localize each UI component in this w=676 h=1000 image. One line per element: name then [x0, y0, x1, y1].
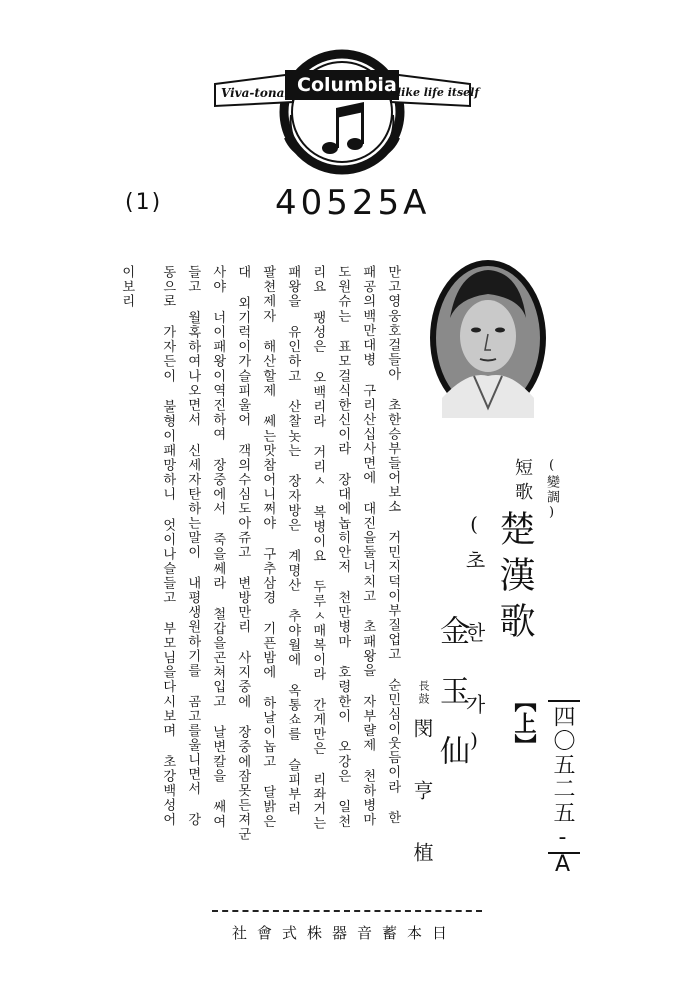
variant-label: (變調)	[544, 458, 559, 522]
columbia-logo-graphic	[205, 40, 480, 175]
footer-divider	[212, 910, 482, 912]
genre-label: 短歌	[512, 458, 533, 506]
lyric-line: 리요 팽성은 오백리라 거리ㅅ 복병이요 두루ㅅ매복이라 간게만은 리좌거는	[310, 265, 326, 831]
song-title: 楚漢歌	[494, 510, 535, 648]
logo-left-text: Viva-tonal	[221, 86, 289, 100]
lyric-line: 동으로 가자든이 불형이패망하니 엇이나슬들고 부모님을다시보며 초강백성어	[160, 265, 176, 827]
catalog-number-vertical: 四〇五二五-A	[550, 705, 575, 879]
drummer-name: 閔亨植	[410, 718, 434, 904]
lyric-line: 팔쳔제자 해산할제 쎄는맛참어니쩌야 구추삼경 기픈밤에 하날이놉고 달밝은	[260, 265, 276, 829]
lyric-line: 들고 월혹하여나오면서 신세자탄하는말이 내평생원하기를 곰고를울니면서 강	[185, 265, 201, 827]
side-number: (1)	[125, 190, 163, 215]
catalog-number: 40525A	[275, 183, 431, 223]
lyric-line: 이보리	[119, 265, 135, 309]
lyric-line: 대 외기럭이가슬피울어 객의수심도아쥬고 변방만리 사지중에 장중에잠못든져군	[235, 265, 251, 842]
logo-brand-text: Columbia	[297, 74, 397, 96]
part-label: 【上】	[511, 690, 537, 756]
lyric-line: 패공의백만대병 구리산십사면에 대진을둘너치고 초패왕을 자부랼제 천하병마	[360, 265, 376, 827]
singer-name: 金玉仙	[434, 615, 469, 795]
singer-portrait	[428, 258, 548, 418]
lyric-line: 도원슈는 표모걸식한신이라 장대에놉히안저 천만병마 호령한이 오강은 일천	[335, 265, 351, 829]
lyric-line: 패왕을 유인하고 산찰놋는 장자방은 계명산 추야월에 옥통쇼를 슬피부러	[285, 265, 301, 816]
drummer-label: 長鼓	[417, 680, 430, 706]
lyric-line: 만고영웅호걸들아 초한승부들어보소 거민지덕이부질업고 순민심이웃듬이라 한	[385, 265, 401, 826]
portrait-image	[428, 258, 548, 418]
catalog-bracket	[548, 700, 580, 854]
song-subtitle: (초 한 가)	[462, 512, 486, 766]
lyric-line: 사야 너이패왕이역진하여 장중에서 죽을쎄라 철갑을곤쳐입고 날변칼을 쌔여	[210, 265, 226, 829]
company-name: 日本蓄音器株式會社	[232, 924, 458, 942]
columbia-logo	[205, 40, 480, 175]
logo-right-text: like life itself	[397, 86, 480, 99]
